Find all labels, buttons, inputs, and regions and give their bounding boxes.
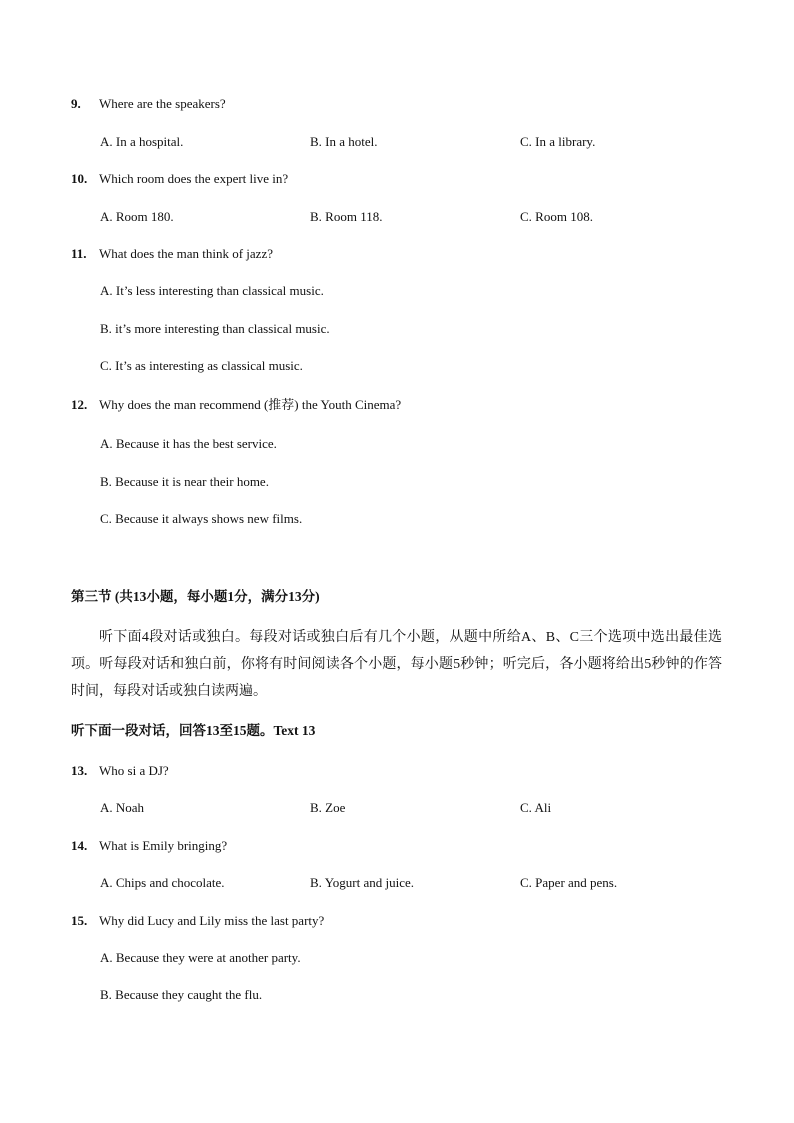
option-11c: C. It’s as interesting as classical music. [100, 358, 303, 373]
question-number: 13. [71, 763, 88, 778]
option-13a: A. Noah [100, 800, 145, 815]
question-number: 15. [71, 913, 88, 928]
question-number: 11. [71, 246, 87, 261]
option-10a: A. Room 180. [100, 209, 174, 224]
option-13c: C. Ali [520, 800, 552, 815]
option-15b: B. Because they caught the flu. [100, 987, 263, 1002]
question-number: 10. [71, 171, 88, 186]
option-14c: C. Paper and pens. [520, 875, 618, 890]
question-9 [71, 96, 226, 112]
question-text: Where are the speakers? [99, 96, 226, 111]
question-text: What does the man think of jazz? [99, 246, 273, 261]
question-text: Why does the man recommend (推荐) the Youth Cinema? [99, 397, 402, 412]
option-10c: C. Room 108. [520, 209, 593, 224]
question-text: Who si a DJ? [99, 763, 169, 778]
option-12c: C. Because it always shows new films. [100, 511, 303, 526]
option-14a: A. Chips and chocolate. [100, 875, 225, 890]
option-9b: B. In a hotel. [310, 134, 378, 149]
question-text: Which room does the expert live in? [99, 171, 289, 186]
option-9a: A. In a hospital. [100, 134, 184, 149]
question-number: 14. [71, 838, 88, 853]
option-15a: A. Because they were at another party. [100, 950, 301, 965]
option-10b: B. Room 118. [310, 209, 383, 224]
option-11a: A. It’s less interesting than classical music. [100, 283, 324, 298]
option-12b: B. Because it is near their home. [100, 474, 269, 489]
dialogue-subheading: 听下面一段对话，回答13至15题。Text 13 [71, 723, 316, 738]
question-14 [71, 838, 227, 854]
question-13 [71, 763, 169, 779]
question-15 [71, 913, 324, 929]
option-12a: A. Because it has the best service. [100, 436, 277, 451]
question-10 [71, 171, 288, 187]
question-12 [71, 397, 401, 413]
question-text: Why did Lucy and Lily miss the last party? [99, 913, 325, 928]
question-number: 9. [71, 96, 81, 111]
question-number: 12. [71, 397, 88, 412]
section-instructions: 听下面4段对话或独白。每段对话或独白后有几个小题，从题中所给A、B、C三个选项中选出最佳选项。听每段对话和独白前，你将有时间阅读各个小题，每小题5秒钟；听完后，各小题将给出5秒钟的作答时间，每段对话或独白读两遍。 [71, 630, 722, 699]
option-14b: B. Yogurt and juice. [310, 875, 414, 890]
option-11b: B. it’s more interesting than classical music. [100, 321, 330, 336]
section-heading: 第三节 (共13小题，每小题1分，满分13分) [71, 589, 320, 604]
question-11 [71, 246, 273, 262]
question-text: What is Emily bringing? [99, 838, 228, 853]
option-9c: C. In a library. [520, 134, 596, 149]
option-13b: B. Zoe [310, 800, 346, 815]
